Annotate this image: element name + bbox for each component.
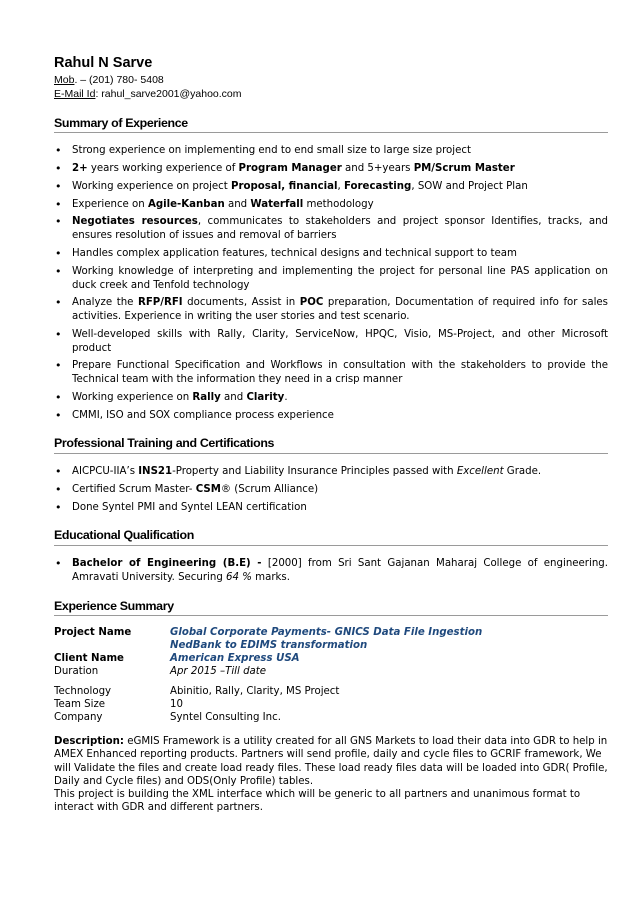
list-item bbox=[54, 247, 608, 261]
education-section bbox=[54, 527, 608, 584]
list-item bbox=[54, 409, 608, 423]
list-item-text: preparation, Documentation of required info for sales activities. Experience in writing the user stories and test scenario. bbox=[72, 297, 608, 323]
education-list bbox=[54, 557, 608, 585]
description-text-2: This project is building the XML interface which will be generic to all partners and unanimous format to interact with GDR and different partners. bbox=[54, 789, 581, 814]
list-item-text: documents, Assist in bbox=[182, 297, 300, 309]
list-item-text: Program Manager bbox=[238, 163, 342, 175]
list-item-text: Handles complex application features, technical designs and technical support to team bbox=[72, 247, 517, 259]
technology-label: Technology bbox=[54, 686, 112, 698]
list-item bbox=[54, 391, 608, 405]
list-item-text: Excellent bbox=[456, 466, 504, 478]
list-item-text: POC bbox=[299, 297, 324, 309]
training-heading: Professional Training and Certifications bbox=[54, 435, 608, 454]
project-name-value bbox=[170, 627, 482, 653]
list-item-text: Well-developed skills with Rally, Clarity, ServiceNow, HPQC, Visio, MS-Project, and other Microsoft product bbox=[72, 328, 608, 354]
list-item-text: Bachelor of Engineering (B.E) - bbox=[72, 558, 262, 570]
mobile-label: Mob bbox=[54, 74, 75, 87]
list-item-text: and bbox=[220, 391, 247, 403]
list-item-text: Forecasting bbox=[343, 180, 412, 192]
list-item bbox=[54, 180, 608, 194]
list-item-text: Prepare Functional Specification and Workflows in consultation with the stakeholders to provide the Technical team with the information they need in a crisp manner bbox=[72, 360, 608, 386]
list-item-text: Negotiates resources bbox=[72, 216, 198, 228]
team-size-label: Team Size bbox=[54, 699, 106, 711]
duration-row bbox=[54, 666, 482, 679]
project-name-label: Project Name bbox=[54, 627, 132, 639]
list-item-text: CMMI, ISO and SOX compliance process experience bbox=[72, 409, 334, 421]
email-line bbox=[54, 88, 608, 101]
list-item-text: Working knowledge of interpreting and implementing the project for personal line PAS application on duck creek and Tenfold technology bbox=[72, 265, 608, 291]
list-item bbox=[54, 144, 608, 158]
list-item bbox=[54, 465, 608, 479]
list-item-text: Experience on bbox=[72, 198, 148, 210]
list-item-text: INS21 bbox=[138, 466, 173, 478]
list-item-text: ® (Scrum Alliance) bbox=[220, 483, 319, 495]
list-item-text: years working experience of bbox=[87, 163, 239, 175]
mobile-value: . – (201) 780- 5408 bbox=[74, 74, 164, 87]
candidate-name: Rahul N Sarve bbox=[54, 55, 153, 71]
summary-section bbox=[54, 115, 608, 423]
client-name-row bbox=[54, 653, 482, 666]
list-item-text: , SOW and Project Plan bbox=[411, 180, 528, 192]
list-item-text: Strong experience on implementing end to end small size to large size project bbox=[72, 145, 471, 157]
list-item-text: Agile-Kanban bbox=[147, 198, 225, 210]
description-text: eGMIS Framework is a utility created for all GNS Markets to load their data into GDR to help in AMEX Enhanced reporting products. Partners will send profile, daily and cycle files to GCRIF framework, We will Validate the files and create load ready files. These load ready files data will be loaded into GDR( Profile, Daily and Cycle files) and ODS(Only Profile) tables. bbox=[54, 736, 608, 787]
list-item-text: and 5+years bbox=[341, 163, 414, 175]
list-item-text: Certified Scrum Master- bbox=[72, 483, 196, 495]
list-item-text: RFP/RFI bbox=[137, 297, 183, 309]
list-item-text: Proposal, financial bbox=[231, 180, 338, 192]
technology-row bbox=[54, 679, 482, 699]
list-item-text: methodology bbox=[303, 198, 374, 210]
summary-list bbox=[54, 144, 608, 422]
duration-label: Duration bbox=[54, 666, 99, 678]
list-item-text: . bbox=[284, 391, 288, 403]
technology-value: Abinitio, Rally, Clarity, MS Project bbox=[170, 686, 340, 698]
list-item-text: , communicates to stakeholders and project sponsor Identifies, tracks, and ensures resolution of issues and removal of barriers bbox=[72, 216, 608, 242]
description-label: Description: bbox=[54, 736, 124, 748]
team-size-value: 10 bbox=[170, 699, 183, 711]
project-details-table bbox=[54, 627, 482, 725]
list-item-text: Working experience on bbox=[72, 391, 193, 403]
experience-heading: Experience Summary bbox=[54, 598, 608, 617]
list-item-text: Working experience on project bbox=[72, 180, 232, 192]
list-item-text: 64 % bbox=[226, 571, 252, 583]
list-item-text: marks. bbox=[251, 571, 290, 583]
list-item-text: and bbox=[224, 198, 251, 210]
list-item-text: Done Syntel PMI and Syntel LEAN certification bbox=[72, 501, 307, 513]
email-label: E-Mail Id bbox=[54, 87, 96, 100]
list-item-text: PM/Scrum Master bbox=[413, 163, 515, 175]
list-item-text: CSM bbox=[195, 483, 221, 495]
list-item bbox=[54, 359, 608, 387]
education-heading: Educational Qualification bbox=[54, 527, 608, 546]
training-list bbox=[54, 465, 608, 514]
duration-value: Apr 2015 –Till date bbox=[170, 666, 267, 678]
project-name-2: NedBank to EDIMS transformation bbox=[170, 640, 368, 652]
project-name-1: Global Corporate Payments- GNICS Data File Ingestion bbox=[170, 627, 483, 639]
list-item bbox=[54, 328, 608, 356]
team-size-row bbox=[54, 699, 482, 712]
company-label: Company bbox=[54, 712, 103, 724]
list-item-text: Waterfall bbox=[250, 198, 304, 210]
list-item bbox=[54, 265, 608, 293]
project-description bbox=[54, 735, 608, 815]
experience-section bbox=[54, 598, 608, 815]
list-item-text: Analyze the bbox=[72, 297, 138, 309]
resume-header bbox=[54, 55, 608, 101]
list-item-text: Clarity bbox=[246, 391, 285, 403]
list-item-text: Rally bbox=[192, 391, 221, 403]
list-item bbox=[54, 198, 608, 212]
list-item bbox=[54, 296, 608, 324]
list-item-text: AICPCU-IIA’s bbox=[72, 466, 139, 478]
client-name-value: American Express USA bbox=[170, 653, 300, 665]
list-item bbox=[54, 215, 608, 243]
list-item bbox=[54, 483, 608, 497]
list-item bbox=[54, 557, 608, 585]
list-item-text: Grade. bbox=[503, 466, 542, 478]
email-value: : rahul_sarve2001@yahoo.com bbox=[95, 87, 242, 100]
list-item-text: [2000] from Sri Sant Gajanan Maharaj College of engineering. Amravati University. Securing bbox=[72, 558, 608, 583]
summary-heading: Summary of Experience bbox=[54, 115, 608, 134]
list-item-text: -Property and Liability Insurance Principles passed with bbox=[172, 466, 457, 478]
list-item-text: , bbox=[337, 180, 344, 192]
client-name-label: Client Name bbox=[54, 653, 124, 665]
company-row bbox=[54, 712, 482, 725]
list-item-text: 2+ bbox=[72, 163, 88, 175]
mobile-line bbox=[54, 74, 608, 87]
list-item bbox=[54, 501, 608, 515]
project-name-row bbox=[54, 627, 482, 653]
list-item bbox=[54, 162, 608, 176]
training-section bbox=[54, 435, 608, 514]
company-value: Syntel Consulting Inc. bbox=[170, 712, 281, 724]
